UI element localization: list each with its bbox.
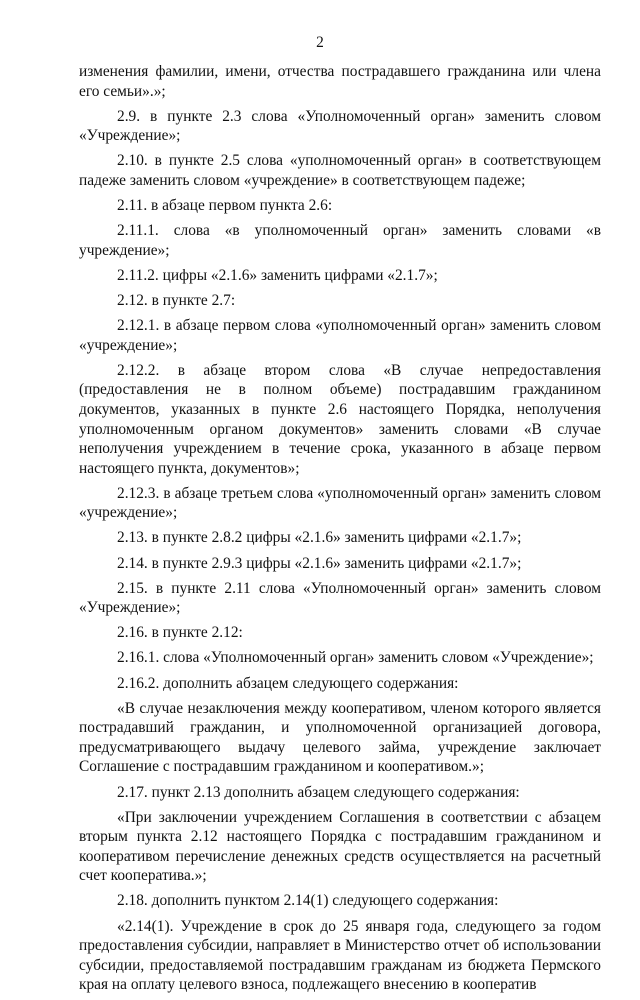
paragraph: 2.11.2. цифры «2.1.6» заменить цифрами «2.1.7»;: [117, 266, 438, 284]
paragraph: 2.11.1. слова «в уполномоченный орган» заменить словами «в учреждение»;: [79, 222, 601, 259]
page-number: 2: [316, 34, 324, 51]
paragraph: 2.18. дополнить пунктом 2.14(1) следующего содержания:: [117, 892, 499, 910]
paragraph: 2.16. в пункте 2.12:: [117, 624, 243, 642]
paragraph: «2.14(1). Учреждение в срок до 25 января года, следующего за годом предоставления субсидии, направляет в Министерство отчет об использовании субсидии, предоставляемой пострадавшим гражданам из бюджета Пермского края на оплату целевого взноса, подлежащего внесению в кооператив: [79, 917, 601, 994]
paragraph: 2.14. в пункте 2.9.3 цифры «2.1.6» заменить цифрами «2.1.7»;: [117, 554, 522, 572]
paragraph: «В случае незаключения между кооперативом, членом которого является пострадавший гражданин, и уполномоченной организацией договора, предусматривающего выдачу целевого займа, учреждение заключает Соглашение с пострадавшим гражданином и кооперативом.»;: [79, 699, 601, 776]
paragraph: изменения фамилии, имени, отчества пострадавшего гражданина или члена его семьи».»;: [79, 63, 601, 100]
paragraph: «При заключении учреждением Соглашения в соответствии с абзацем вторым пункта 2.12 настоящего Порядка с пострадавшим гражданином и кооперативом перечисление денежных средств осуществляется на расчетный счет кооператива.»;: [79, 808, 601, 885]
document-body: [79, 62, 601, 1000]
paragraph: 2.12.3. в абзаце третьем слова «уполномоченный орган» заменить словом «учреждение»;: [79, 484, 601, 522]
paragraph: 2.10. в пункте 2.5 слова «уполномоченный орган» в соответствующем падеже заменить словом «учреждение» в соответствующем падеже;: [79, 152, 601, 189]
paragraph: 2.12.1. в абзаце первом слова «уполномоченный орган» заменить словом «учреждение»;: [79, 317, 601, 354]
paragraph: 2.15. в пункте 2.11 слова «Уполномоченный орган» заменить словом «Учреждение»;: [79, 579, 601, 617]
paragraph: 2.13. в пункте 2.8.2 цифры «2.1.6» заменить цифрами «2.1.7»;: [117, 529, 522, 547]
paragraph: 2.17. пункт 2.13 дополнить абзацем следующего содержания:: [117, 783, 520, 801]
paragraph: 2.12.2. в абзаце втором слова «В случае непредоставления (предоставления не в полном объеме) пострадавшим гражданином документов, указанных в пункте 2.6 настоящего Порядка, неполучения уполномоченным органом документов» заменить словами «В случае неполучения учреждением в течение срока, указанного в абзаце первом настоящего пункта, документов»;: [79, 361, 601, 477]
paragraph: 2.16.2. дополнить абзацем следующего содержания:: [117, 674, 459, 692]
paragraph: 2.11. в абзаце первом пункта 2.6:: [117, 197, 333, 215]
paragraph: 2.12. в пункте 2.7:: [117, 291, 236, 309]
paragraph: 2.16.1. слова «Уполномоченный орган» заменить словом «Учреждение»;: [117, 649, 594, 667]
paragraph: 2.9. в пункте 2.3 слова «Уполномоченный орган» заменить словом «Учреждение»;: [79, 107, 601, 145]
